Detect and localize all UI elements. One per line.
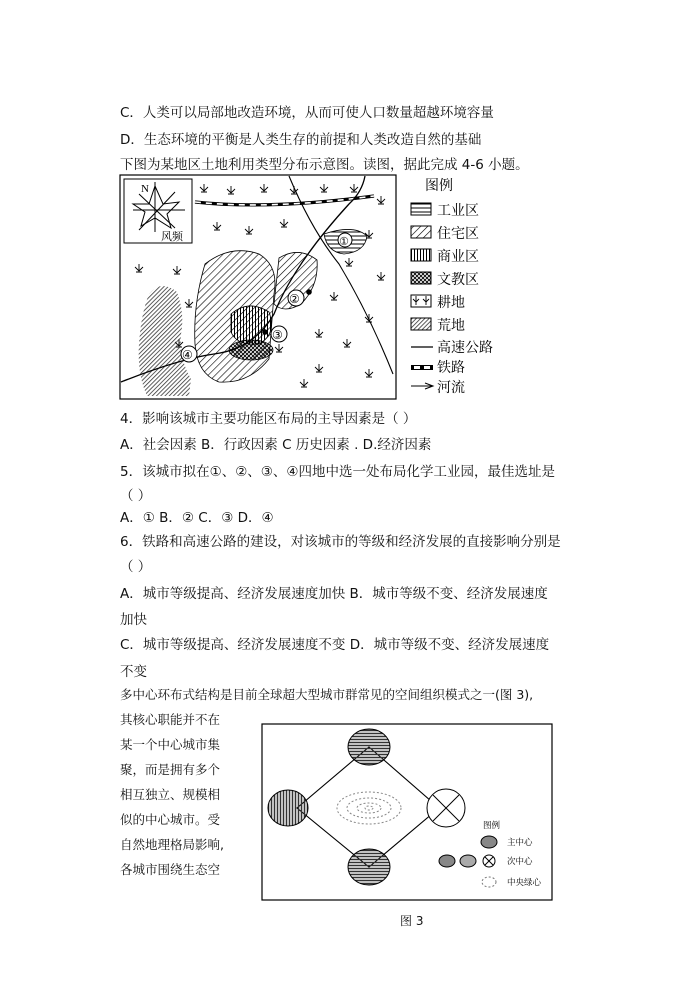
marker-1: ①: [339, 235, 349, 248]
svg-text:主中心: 主中心: [507, 838, 533, 848]
intro-text: 下图为某地区土地利用类型分布示意图。读图，据此完成 4-6 小题。: [120, 157, 529, 173]
question-6-option-ab: A．城市等级提高、经济发展速度加快 B．城市等级不变、经济发展速度: [120, 586, 548, 602]
text-d: D．生态环境的平衡是人类生存的前提和人类改造自然的基础: [120, 132, 482, 148]
svg-text:商业区: 商业区: [437, 249, 479, 265]
svg-text:河流: 河流: [437, 380, 465, 396]
marker-2: ②: [289, 292, 300, 306]
text-c: C．人类可以局部地改造环境，从而可使人口数量超越环境容量: [120, 105, 494, 121]
paragraph-line-6: 似的中心城市。受: [120, 812, 221, 827]
question-5: 5．该城市拟在①、②、③、④四地中选一处布局化学工业园，最佳选址是: [120, 464, 555, 480]
question-4: 4．影响该城市主要功能区布局的主导因素是（ ）: [120, 411, 417, 427]
compass-n-label: N: [141, 183, 149, 195]
svg-text:住宅区: 住宅区: [437, 226, 479, 242]
marker-4: ④: [182, 348, 193, 362]
main-center-bottom: [348, 849, 390, 885]
main-center-top: [348, 729, 390, 765]
svg-text:铁路: 铁路: [437, 360, 465, 376]
question-6-option-ab-cont: 加快: [120, 612, 147, 628]
sub-center-right: [427, 789, 465, 827]
question-4-options: A．社会因素 B．行政因素 C 历史因素 . D.经济因素: [120, 437, 432, 453]
svg-text:中央绿心: 中央绿心: [507, 878, 542, 888]
question-5-options: A．① B．② C．③ D．④: [120, 510, 274, 526]
question-6-blank: （ ）: [120, 559, 152, 575]
map-legend: [411, 178, 493, 396]
paragraph-line-8: 各城市围绕生态空: [120, 862, 221, 877]
svg-text:次中心: 次中心: [507, 857, 533, 867]
wind-frequency-label: 风频: [161, 230, 183, 243]
svg-text:文教区: 文教区: [437, 272, 479, 288]
multi-center-diagram: [261, 723, 553, 901]
paragraph-line-2: 其核心职能并不在: [120, 712, 221, 727]
question-6: 6．铁路和高速公路的建设，对该城市的等级和经济发展的直接影响分别是: [120, 534, 561, 550]
education-area: [229, 340, 273, 360]
svg-text:耕地: 耕地: [437, 295, 465, 311]
svg-text:荒地: 荒地: [437, 318, 465, 334]
land-use-map: [119, 174, 519, 400]
paragraph-line-3: 某一个中心城市集: [120, 737, 221, 752]
svg-text:高速公路: 高速公路: [437, 340, 493, 356]
question-5-blank: （ ）: [120, 488, 152, 504]
figure-3-caption: 图 3: [400, 914, 424, 928]
question-6-option-cd: C．城市等级提高、经济发展速度不变 D．城市等级不变、经济发展速度: [120, 637, 550, 653]
marker-3: ③: [272, 328, 283, 342]
paragraph-line-4: 聚，而是拥有多个: [120, 762, 221, 777]
paragraph-line-5: 相互独立、规模相: [120, 787, 221, 802]
commercial-area: [231, 306, 271, 344]
paragraph-line-7: 自然地理格局影响,: [120, 837, 224, 852]
paragraph-line-1: 多中心环布式结构是目前全球超大型城市群常见的空间组织模式之一(图 3),: [120, 687, 534, 702]
question-6-option-cd-cont: 不变: [120, 664, 147, 680]
svg-text:工业区: 工业区: [437, 203, 479, 219]
fig3-legend-title: 图例: [483, 821, 501, 831]
legend-title: 图例: [425, 178, 453, 194]
sub-center-left: [268, 790, 308, 826]
compass-box: [124, 179, 192, 243]
